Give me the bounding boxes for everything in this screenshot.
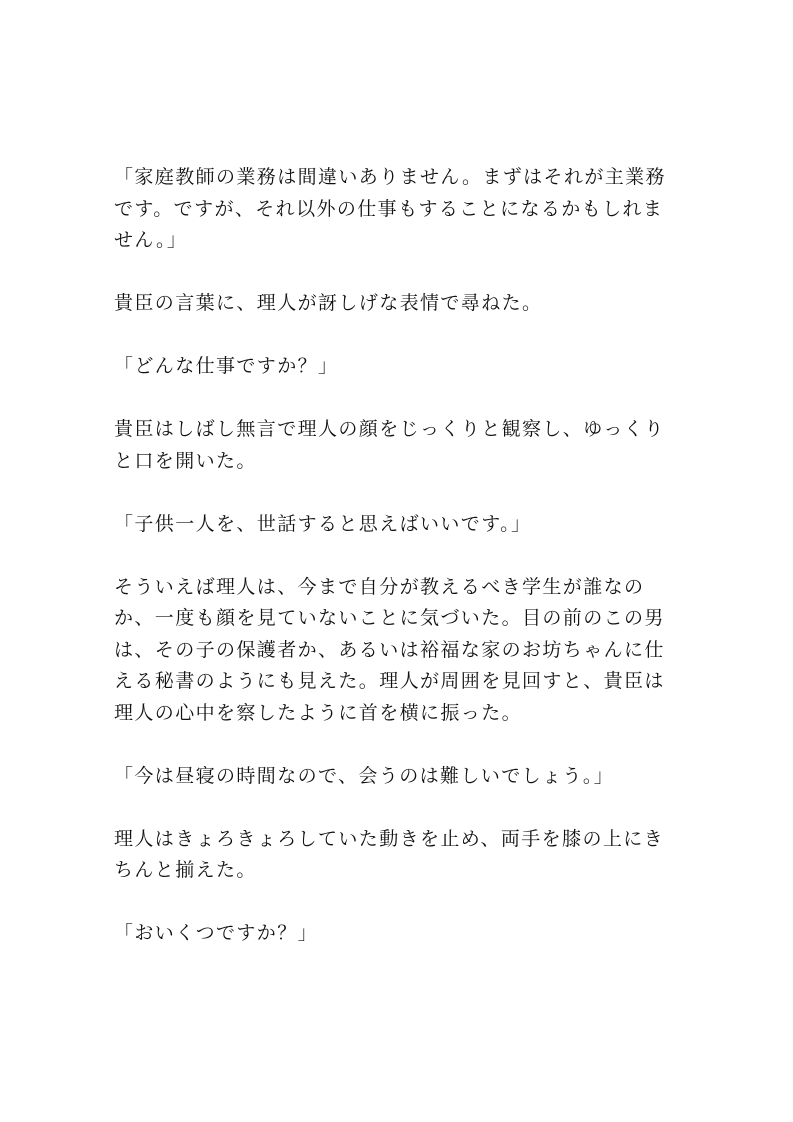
- text-line: は、その子の保護者か、あるいは裕福な家のお坊ちゃんに仕: [114, 638, 665, 661]
- paragraph: [114, 162, 680, 257]
- text-line: と口を開いた。: [114, 449, 257, 472]
- text-line: せん。」: [114, 229, 188, 251]
- text-line: ちんと揃えた。: [114, 859, 257, 881]
- paragraph: [114, 351, 680, 383]
- paragraph: [114, 414, 680, 477]
- paragraph: [114, 509, 680, 541]
- paragraph: [114, 761, 680, 793]
- text-line: 「どんな仕事ですか？」: [114, 355, 339, 377]
- text-line: 理人の心中を察したように首を横に振った。: [114, 701, 523, 724]
- paragraph: [114, 824, 680, 887]
- text-line: そういえば理人は、今まで自分が教えるべき学生が誰なの: [114, 575, 645, 598]
- text-line: 「おいくつですか？」: [114, 922, 319, 944]
- text-line: 貴臣はしばし無言で理人の顔をじっくりと観察し、ゆっくり: [114, 418, 665, 440]
- text-body: [114, 162, 680, 950]
- text-line: 「子供一人を、世話すると思えばいいです。」: [114, 512, 532, 535]
- text-line: 貴臣の言葉に、理人が訝しげな表情で尋ねた。: [114, 292, 543, 314]
- text-line: です。ですが、それ以外の仕事もすることになるかもしれま: [114, 197, 664, 220]
- text-line: 理人はきょろきょろしていた動きを止め、両手を膝の上にき: [114, 827, 665, 850]
- paragraph: [114, 918, 680, 950]
- text-line: 「家庭教師の業務は間違いありません。まずはそれが主業務: [114, 166, 666, 188]
- paragraph: [114, 572, 680, 730]
- text-line: か、一度も顔を見ていないことに気づいた。目の前のこの男: [114, 607, 665, 629]
- text-line: える秘書のようにも見えた。理人が周囲を見回すと、貴臣は: [114, 670, 665, 692]
- paragraph: [114, 288, 680, 320]
- text-line: 「今は昼寝の時間なので、会うのは難しいでしょう。」: [114, 764, 615, 787]
